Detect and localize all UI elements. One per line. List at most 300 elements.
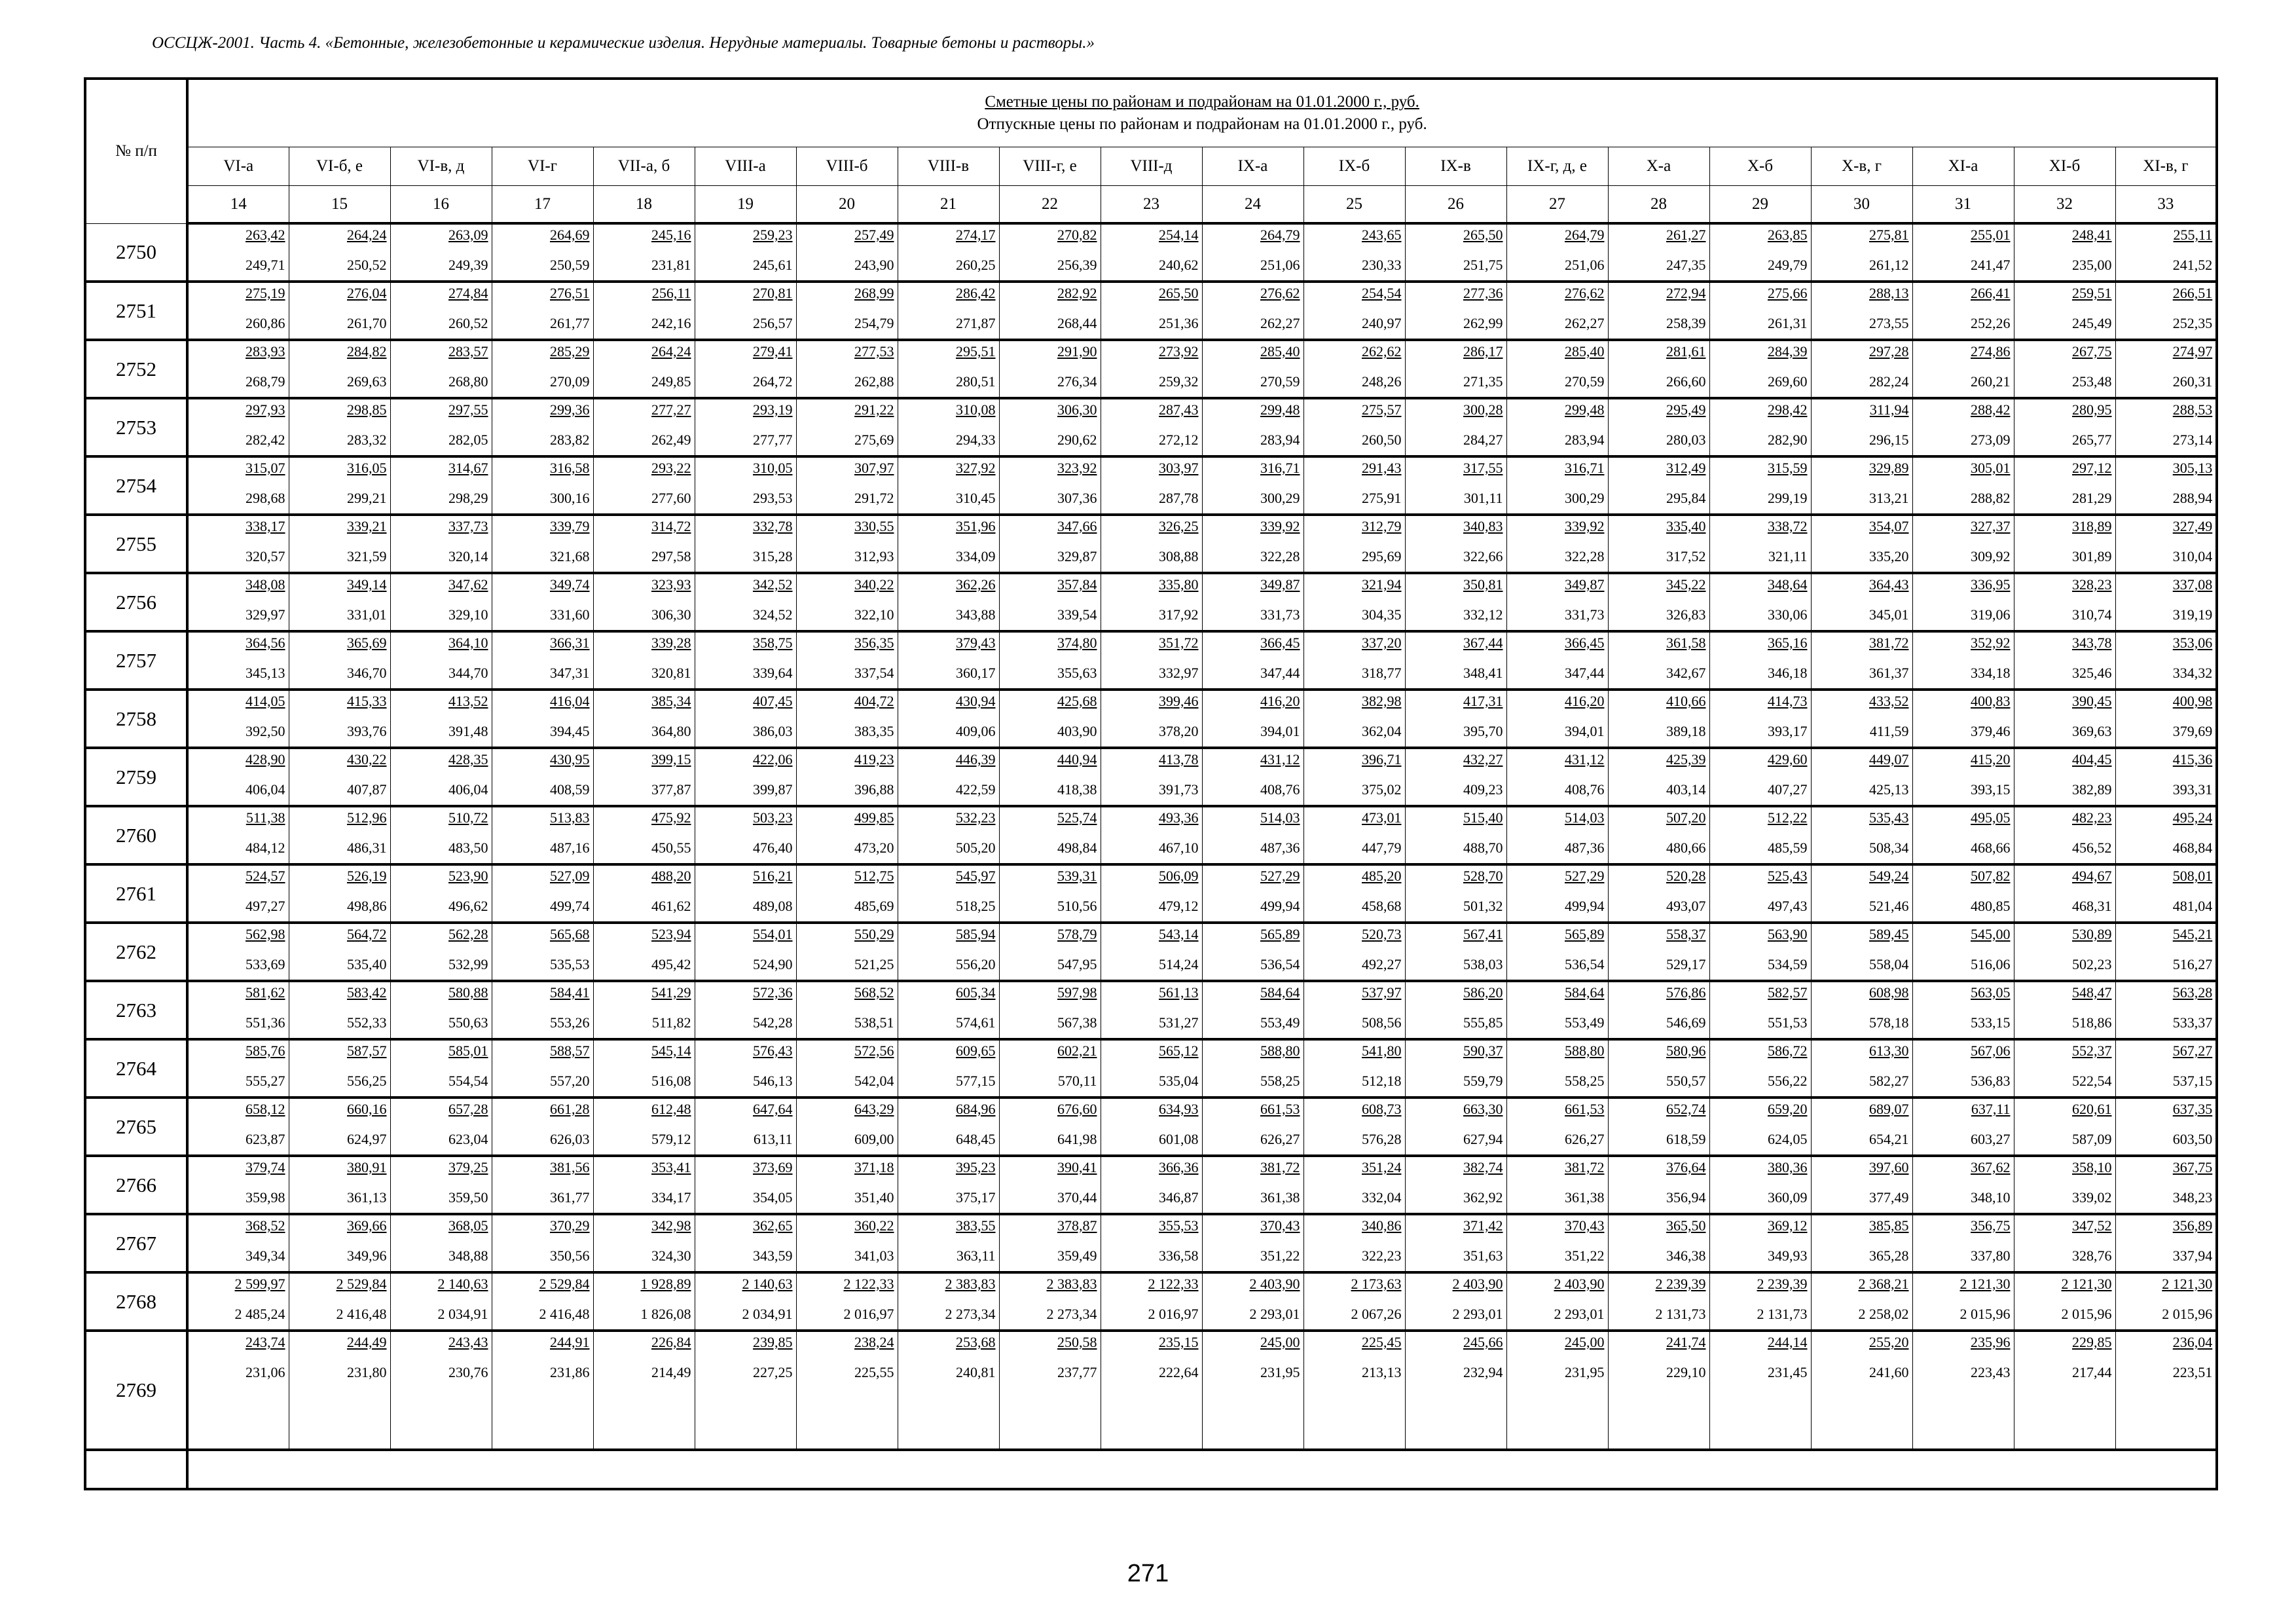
price-cell xyxy=(390,340,492,398)
estimated-price: 348,08 xyxy=(246,576,285,593)
estimated-price: 293,19 xyxy=(753,401,793,418)
release-price: 231,81 xyxy=(651,257,691,273)
estimated-price: 276,51 xyxy=(550,285,590,301)
region-header: VI-г xyxy=(492,147,593,186)
price-cell xyxy=(187,1214,289,1272)
price-cell xyxy=(1811,1039,1912,1098)
release-price: 522,54 xyxy=(2072,1073,2112,1089)
price-cell xyxy=(2115,690,2217,748)
release-price: 275,69 xyxy=(854,432,894,448)
estimated-price: 381,56 xyxy=(550,1159,590,1175)
estimated-price: 676,60 xyxy=(1057,1101,1097,1117)
estimated-price: 564,72 xyxy=(347,926,387,942)
price-cell xyxy=(796,1039,898,1098)
price-cell xyxy=(2115,573,2217,631)
price-cell xyxy=(999,631,1101,690)
price-cell xyxy=(1405,690,1506,748)
release-price: 553,26 xyxy=(550,1014,590,1031)
price-table-grid xyxy=(84,77,2218,1490)
release-price: 332,97 xyxy=(1159,665,1199,681)
release-price: 293,53 xyxy=(753,490,793,506)
price-cell xyxy=(1405,1039,1506,1098)
price-cell xyxy=(1101,806,1202,864)
estimated-price: 248,41 xyxy=(2072,227,2112,243)
estimated-price: 285,29 xyxy=(550,343,590,360)
price-cell xyxy=(390,398,492,456)
release-price: 241,47 xyxy=(1971,257,2011,273)
price-cell xyxy=(492,806,593,864)
release-price: 282,90 xyxy=(1768,432,1808,448)
estimated-price: 347,62 xyxy=(448,576,488,593)
release-price: 320,14 xyxy=(448,548,488,564)
estimated-price: 565,89 xyxy=(1565,926,1605,942)
price-cell xyxy=(898,1098,999,1156)
release-price: 408,76 xyxy=(1260,781,1300,798)
price-cell xyxy=(1912,690,2014,748)
price-cell xyxy=(593,1214,695,1272)
estimated-price: 381,72 xyxy=(1260,1159,1300,1175)
estimated-price: 416,04 xyxy=(550,693,590,709)
estimated-price: 507,20 xyxy=(1666,809,1706,826)
release-price: 555,27 xyxy=(246,1073,285,1089)
release-price: 393,15 xyxy=(1971,781,2011,798)
estimated-price: 399,15 xyxy=(651,751,691,767)
price-cell xyxy=(492,1272,593,1331)
release-price: 551,36 xyxy=(246,1014,285,1031)
price-cell xyxy=(2115,631,2217,690)
price-cell xyxy=(1506,923,1608,981)
price-cell xyxy=(593,1098,695,1156)
price-cell xyxy=(492,981,593,1039)
price-cell xyxy=(1608,806,1709,864)
price-cell xyxy=(1405,1331,1506,1450)
estimated-price: 428,90 xyxy=(246,751,285,767)
release-price: 394,01 xyxy=(1565,723,1605,739)
estimated-price: 369,66 xyxy=(347,1217,387,1234)
release-price: 369,63 xyxy=(2072,723,2112,739)
estimated-price: 241,74 xyxy=(1666,1334,1706,1350)
column-index: 32 xyxy=(2014,186,2115,224)
estimated-price: 312,79 xyxy=(1362,518,1402,534)
estimated-price: 250,58 xyxy=(1057,1334,1097,1350)
release-price: 359,49 xyxy=(1057,1247,1097,1264)
estimated-price: 587,57 xyxy=(347,1043,387,1059)
price-cell xyxy=(289,1331,390,1450)
release-price: 521,25 xyxy=(854,956,894,972)
price-cell xyxy=(593,923,695,981)
price-cell xyxy=(1912,1331,2014,1450)
price-cell xyxy=(390,1272,492,1331)
estimated-price: 306,30 xyxy=(1057,401,1097,418)
price-cell xyxy=(289,1039,390,1098)
estimated-price: 370,29 xyxy=(550,1217,590,1234)
price-cell xyxy=(999,573,1101,631)
estimated-price: 428,35 xyxy=(448,751,488,767)
document-title: ОССЦЖ-2001. Часть 4. «Бетонные, железобетонные и керамические изделия. Нерудные материалы. Товарные бетоны и растворы.» xyxy=(152,34,1095,52)
release-price: 284,27 xyxy=(1463,432,1503,448)
price-cell xyxy=(1709,748,1811,806)
price-cell xyxy=(999,748,1101,806)
price-cell xyxy=(1405,456,1506,515)
release-price: 2 034,91 xyxy=(742,1306,793,1322)
estimated-price: 364,56 xyxy=(246,635,285,651)
release-price: 359,50 xyxy=(448,1189,488,1206)
estimated-price: 383,55 xyxy=(956,1217,996,1234)
row-number: 2768 xyxy=(85,1272,187,1331)
release-price: 349,93 xyxy=(1768,1247,1808,1264)
price-cell xyxy=(1202,864,1303,923)
estimated-price: 327,92 xyxy=(956,460,996,476)
estimated-price: 274,84 xyxy=(448,285,488,301)
estimated-price: 373,69 xyxy=(753,1159,793,1175)
release-price: 535,04 xyxy=(1159,1073,1199,1089)
price-cell xyxy=(187,1156,289,1214)
column-index: 28 xyxy=(1608,186,1709,224)
price-cell xyxy=(187,981,289,1039)
release-price: 317,52 xyxy=(1666,548,1706,564)
release-price: 260,25 xyxy=(956,257,996,273)
release-price: 505,20 xyxy=(956,840,996,856)
estimated-price: 339,92 xyxy=(1565,518,1605,534)
estimated-price: 316,71 xyxy=(1565,460,1605,476)
price-cell xyxy=(999,806,1101,864)
price-cell xyxy=(1811,1098,1912,1156)
price-cell xyxy=(1303,1331,1405,1450)
price-cell xyxy=(999,1098,1101,1156)
release-price: 321,68 xyxy=(550,548,590,564)
price-cell xyxy=(1506,631,1608,690)
release-price: 1 826,08 xyxy=(640,1306,691,1322)
price-cell xyxy=(1608,398,1709,456)
release-price: 349,34 xyxy=(246,1247,285,1264)
row-number: 2759 xyxy=(85,748,187,806)
region-header: IX-б xyxy=(1303,147,1405,186)
price-cell xyxy=(695,515,796,573)
release-price: 531,27 xyxy=(1159,1014,1199,1031)
estimated-price: 379,74 xyxy=(246,1159,285,1175)
price-cell xyxy=(2014,631,2115,690)
estimated-price: 395,23 xyxy=(956,1159,996,1175)
estimated-price: 245,00 xyxy=(1565,1334,1605,1350)
release-price: 251,06 xyxy=(1565,257,1605,273)
release-price: 266,60 xyxy=(1666,373,1706,390)
price-cell xyxy=(187,282,289,340)
estimated-price: 256,11 xyxy=(651,285,691,301)
price-cell xyxy=(999,223,1101,282)
estimated-price: 567,41 xyxy=(1463,926,1503,942)
estimated-price: 425,68 xyxy=(1057,693,1097,709)
release-price: 498,86 xyxy=(347,898,387,914)
table-row xyxy=(85,806,2217,864)
release-price: 247,35 xyxy=(1666,257,1706,273)
estimated-price: 274,86 xyxy=(1971,343,2011,360)
estimated-price: 298,42 xyxy=(1768,401,1808,418)
estimated-price: 316,58 xyxy=(550,460,590,476)
estimated-price: 275,57 xyxy=(1362,401,1402,418)
release-price: 532,99 xyxy=(448,956,488,972)
price-cell xyxy=(1202,223,1303,282)
release-price: 321,59 xyxy=(347,548,387,564)
estimated-price: 512,75 xyxy=(854,868,894,884)
price-cell xyxy=(1608,1039,1709,1098)
estimated-price: 396,71 xyxy=(1362,751,1402,767)
price-cell xyxy=(492,631,593,690)
release-price: 556,22 xyxy=(1768,1073,1808,1089)
release-price: 270,09 xyxy=(550,373,590,390)
release-price: 375,17 xyxy=(956,1189,996,1206)
price-cell xyxy=(1608,864,1709,923)
price-cell xyxy=(695,282,796,340)
estimated-price: 431,12 xyxy=(1565,751,1605,767)
release-price: 2 015,96 xyxy=(1959,1306,2011,1322)
price-cell xyxy=(898,748,999,806)
estimated-price: 349,87 xyxy=(1260,576,1300,593)
release-price: 231,86 xyxy=(550,1364,590,1380)
price-cell xyxy=(2014,456,2115,515)
estimated-price: 689,07 xyxy=(1869,1101,1909,1117)
estimated-price: 552,37 xyxy=(2072,1043,2112,1059)
release-price: 347,31 xyxy=(550,665,590,681)
release-price: 511,82 xyxy=(651,1014,691,1031)
release-price: 2 273,34 xyxy=(945,1306,996,1322)
row-number: 2769 xyxy=(85,1331,187,1450)
estimated-price: 414,73 xyxy=(1768,693,1808,709)
estimated-price: 576,86 xyxy=(1666,984,1706,1001)
estimated-price: 340,86 xyxy=(1362,1217,1402,1234)
release-price: 497,43 xyxy=(1768,898,1808,914)
estimated-price: 371,42 xyxy=(1463,1217,1503,1234)
estimated-price: 299,36 xyxy=(550,401,590,418)
price-cell xyxy=(289,456,390,515)
estimated-price: 419,23 xyxy=(854,751,894,767)
estimated-price: 245,16 xyxy=(651,227,691,243)
price-cell xyxy=(1608,573,1709,631)
price-cell xyxy=(492,282,593,340)
price-cell xyxy=(1912,1039,2014,1098)
column-index: 20 xyxy=(796,186,898,224)
release-price: 280,03 xyxy=(1666,432,1706,448)
price-cell xyxy=(1202,1331,1303,1450)
release-price: 624,05 xyxy=(1768,1131,1808,1147)
price-cell xyxy=(289,1214,390,1272)
release-price: 468,84 xyxy=(2172,840,2213,856)
estimated-price: 366,45 xyxy=(1260,635,1300,651)
estimated-price: 520,73 xyxy=(1362,926,1402,942)
estimated-price: 226,84 xyxy=(651,1334,691,1350)
release-price: 245,61 xyxy=(753,257,793,273)
release-price: 334,32 xyxy=(2172,665,2213,681)
release-price: 493,07 xyxy=(1666,898,1706,914)
estimated-price: 2 368,21 xyxy=(1858,1276,1909,1292)
estimated-price: 276,04 xyxy=(347,285,387,301)
price-cell xyxy=(999,923,1101,981)
price-cell xyxy=(1608,748,1709,806)
estimated-price: 588,80 xyxy=(1565,1043,1605,1059)
estimated-price: 254,54 xyxy=(1362,285,1402,301)
release-price: 492,27 xyxy=(1362,956,1402,972)
release-price: 553,49 xyxy=(1565,1014,1605,1031)
row-number: 2762 xyxy=(85,923,187,981)
release-price: 360,17 xyxy=(956,665,996,681)
price-cell xyxy=(2014,1098,2115,1156)
release-price: 346,38 xyxy=(1666,1247,1706,1264)
price-cell xyxy=(593,223,695,282)
region-header: X-б xyxy=(1709,147,1811,186)
row-number: 2751 xyxy=(85,282,187,340)
release-price: 261,70 xyxy=(347,315,387,331)
release-price: 241,60 xyxy=(1869,1364,1909,1380)
price-cell xyxy=(1709,806,1811,864)
table-row xyxy=(85,456,2217,515)
price-cell xyxy=(1303,864,1405,923)
price-cell xyxy=(1405,631,1506,690)
release-price: 537,15 xyxy=(2172,1073,2213,1089)
estimated-price: 659,20 xyxy=(1768,1101,1808,1117)
estimated-price: 390,41 xyxy=(1057,1159,1097,1175)
estimated-price: 370,43 xyxy=(1565,1217,1605,1234)
estimated-price: 589,45 xyxy=(1869,926,1909,942)
price-cell xyxy=(1608,223,1709,282)
release-price: 2 485,24 xyxy=(234,1306,285,1322)
price-cell xyxy=(390,1098,492,1156)
release-price: 250,59 xyxy=(550,257,590,273)
estimated-price: 291,22 xyxy=(854,401,894,418)
estimated-price: 245,00 xyxy=(1260,1334,1300,1350)
price-cell xyxy=(390,282,492,340)
release-price: 364,80 xyxy=(651,723,691,739)
release-price: 334,17 xyxy=(651,1189,691,1206)
estimated-price: 525,74 xyxy=(1057,809,1097,826)
price-cell xyxy=(492,398,593,456)
price-cell xyxy=(1912,340,2014,398)
estimated-price: 365,50 xyxy=(1666,1217,1706,1234)
estimated-price: 311,94 xyxy=(1869,401,1909,418)
release-price: 481,04 xyxy=(2172,898,2213,914)
release-price: 508,34 xyxy=(1869,840,1909,856)
price-cell xyxy=(1506,864,1608,923)
estimated-price: 321,94 xyxy=(1362,576,1402,593)
price-cell xyxy=(898,456,999,515)
release-price: 422,59 xyxy=(956,781,996,798)
price-cell xyxy=(1709,923,1811,981)
estimated-price: 2 403,90 xyxy=(1554,1276,1605,1292)
estimated-price: 282,92 xyxy=(1057,285,1097,301)
release-price: 578,18 xyxy=(1869,1014,1909,1031)
release-price: 351,63 xyxy=(1463,1247,1503,1264)
estimated-price: 318,89 xyxy=(2072,518,2112,534)
release-price: 403,14 xyxy=(1666,781,1706,798)
table-row xyxy=(85,1214,2217,1272)
estimated-price: 430,95 xyxy=(550,751,590,767)
release-price: 518,86 xyxy=(2072,1014,2112,1031)
estimated-price: 381,72 xyxy=(1565,1159,1605,1175)
estimated-price: 400,98 xyxy=(2172,693,2213,709)
price-cell xyxy=(1608,631,1709,690)
release-price: 2 131,73 xyxy=(1655,1306,1706,1322)
price-cell xyxy=(1912,1272,2014,1331)
release-price: 283,32 xyxy=(347,432,387,448)
price-cell xyxy=(796,1272,898,1331)
price-cell xyxy=(187,398,289,456)
price-cell xyxy=(898,690,999,748)
price-cell xyxy=(1608,1098,1709,1156)
price-cell xyxy=(187,806,289,864)
price-cell xyxy=(2014,398,2115,456)
estimated-price: 378,87 xyxy=(1057,1217,1097,1234)
release-price: 237,77 xyxy=(1057,1364,1097,1380)
estimated-price: 276,62 xyxy=(1565,285,1605,301)
release-price: 394,45 xyxy=(550,723,590,739)
price-cell xyxy=(898,1156,999,1214)
row-number: 2757 xyxy=(85,631,187,690)
estimated-price: 578,79 xyxy=(1057,926,1097,942)
price-cell xyxy=(695,340,796,398)
release-price: 623,04 xyxy=(448,1131,488,1147)
price-cell xyxy=(1709,282,1811,340)
release-price: 324,52 xyxy=(753,606,793,623)
estimated-price: 323,92 xyxy=(1057,460,1097,476)
estimated-price: 356,75 xyxy=(1971,1217,2011,1234)
price-cell xyxy=(187,690,289,748)
estimated-price: 399,46 xyxy=(1159,693,1199,709)
estimated-price: 400,83 xyxy=(1971,693,2011,709)
release-price: 320,81 xyxy=(651,665,691,681)
estimated-price: 528,70 xyxy=(1463,868,1503,884)
estimated-price: 265,50 xyxy=(1159,285,1199,301)
release-price: 570,11 xyxy=(1057,1073,1097,1089)
price-cell xyxy=(898,1272,999,1331)
price-cell xyxy=(289,282,390,340)
price-cell xyxy=(1709,631,1811,690)
release-price: 351,40 xyxy=(854,1189,894,1206)
estimated-price: 541,80 xyxy=(1362,1043,1402,1059)
release-price: 350,56 xyxy=(550,1247,590,1264)
estimated-price: 473,01 xyxy=(1362,809,1402,826)
release-price: 260,52 xyxy=(448,315,488,331)
release-price: 277,77 xyxy=(753,432,793,448)
estimated-price: 561,13 xyxy=(1159,984,1199,1001)
estimated-price: 527,29 xyxy=(1260,868,1300,884)
price-cell xyxy=(1506,690,1608,748)
estimated-price: 330,55 xyxy=(854,518,894,534)
estimated-price: 264,24 xyxy=(651,343,691,360)
release-price: 298,68 xyxy=(246,490,285,506)
release-price: 322,10 xyxy=(854,606,894,623)
price-cell xyxy=(187,1331,289,1450)
release-price: 330,06 xyxy=(1768,606,1808,623)
page-number: 271 xyxy=(1127,1560,1169,1587)
column-index: 33 xyxy=(2115,186,2217,224)
estimated-price: 266,41 xyxy=(1971,285,2011,301)
price-cell xyxy=(1303,223,1405,282)
estimated-price: 343,78 xyxy=(2072,635,2112,651)
release-price: 248,26 xyxy=(1362,373,1402,390)
release-price: 241,52 xyxy=(2172,257,2213,273)
price-cell xyxy=(1608,923,1709,981)
release-price: 502,23 xyxy=(2072,956,2112,972)
price-cell xyxy=(1202,981,1303,1039)
release-price: 365,28 xyxy=(1869,1247,1909,1264)
price-cell xyxy=(898,340,999,398)
estimated-price: 563,05 xyxy=(1971,984,2011,1001)
price-cell xyxy=(1811,282,1912,340)
price-cell xyxy=(695,923,796,981)
price-cell xyxy=(695,398,796,456)
row-number: 2750 xyxy=(85,223,187,282)
price-cell xyxy=(1202,1272,1303,1331)
release-price: 339,54 xyxy=(1057,606,1097,623)
price-cell xyxy=(1101,515,1202,573)
